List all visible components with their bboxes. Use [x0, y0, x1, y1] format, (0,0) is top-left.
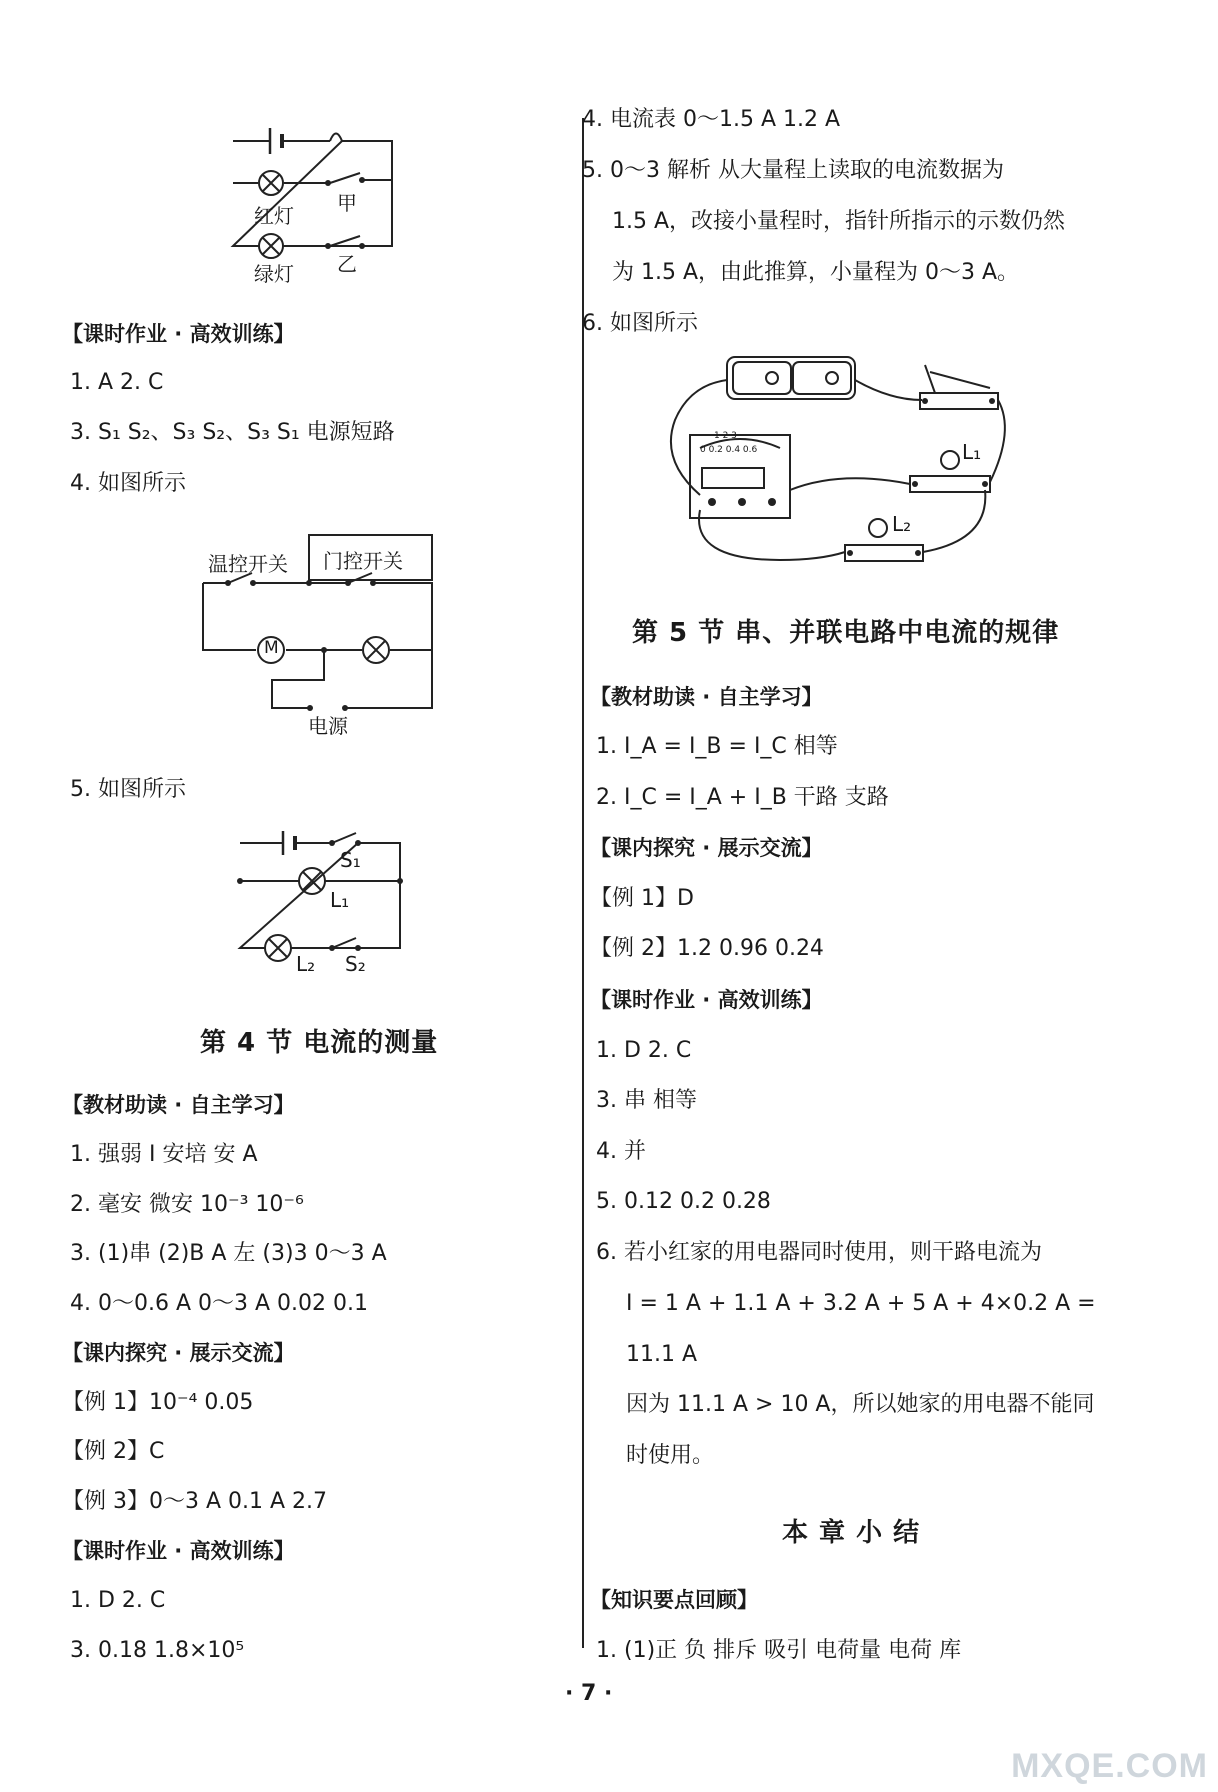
right-b6a: 6. 若小红家的用电器同时使用，则干路电流为	[596, 1240, 1042, 1265]
right-r5b: 1.5 A，改接小量程时，指针所指示的示数仍然	[612, 209, 1066, 234]
right-b6e: 时使用。	[626, 1443, 715, 1468]
right-b6b: I = 1 A + 1.1 A + 3.2 A + 5 A + 4×0.2 A =	[626, 1291, 1096, 1316]
left-example-3: 【例 3】0～3 A 0.1 A 2.7	[62, 1489, 328, 1514]
section-title-4: 第 4 节 电流的测量	[200, 1028, 439, 1058]
answer-3: 3. S₁ S₂、S₃ S₂、S₃ S₁ 电源短路	[70, 420, 395, 445]
heading-explore-1: 【课内探究 · 展示交流】	[62, 1341, 295, 1365]
left-a1: 1. 强弱 I 安培 安 A	[70, 1142, 258, 1167]
right-k1: 1. (1)正 负 排斥 吸引 电荷量 电荷 库	[596, 1638, 962, 1663]
label-switch-jia: 甲	[337, 191, 357, 215]
answer-5: 5. 如图所示	[70, 777, 186, 802]
column-divider	[582, 118, 584, 1648]
label-s1: S₁	[340, 848, 361, 872]
ammeter-scale-2: 1 2 3	[714, 431, 737, 441]
right-r6: 6. 如图所示	[582, 311, 698, 336]
answer-4: 4. 如图所示	[70, 471, 186, 496]
answer-1-2: 1. A 2. C	[70, 370, 164, 395]
right-example-2: 【例 2】1.2 0.96 0.24	[590, 936, 824, 961]
label-door-switch: 门控开关	[323, 549, 403, 573]
heading-knowledge: 【知识要点回顾】	[590, 1588, 758, 1612]
right-r5a: 5. 0～3 解析 从大量程上读取的电流数据为	[582, 158, 1004, 183]
label-l1: L₁	[330, 888, 350, 912]
right-b6c: 11.1 A	[626, 1342, 698, 1367]
heading-homework-2: 【课时作业 · 高效训练】	[62, 1539, 295, 1563]
label-motor: M	[264, 638, 279, 658]
heading-textbook-1: 【教材助读 · 自主学习】	[62, 1093, 295, 1117]
right-b1: 1. D 2. C	[596, 1038, 692, 1063]
right-b5: 5. 0.12 0.2 0.28	[596, 1189, 771, 1214]
left-a2: 2. 毫安 微安 10⁻³ 10⁻⁶	[70, 1192, 304, 1217]
label-switch-yi: 乙	[337, 252, 357, 276]
left-a3: 3. (1)串 (2)B A 左 (3)3 0～3 A	[70, 1241, 387, 1266]
label-red-light: 红灯	[254, 204, 294, 228]
ammeter-scale: 0 0.2 0.4 0.6	[700, 445, 758, 455]
left-b1: 1. D 2. C	[70, 1588, 166, 1613]
left-example-1: 【例 1】10⁻⁴ 0.05	[62, 1390, 254, 1415]
left-a4: 4. 0～0.6 A 0～3 A 0.02 0.1	[70, 1291, 368, 1316]
right-b3: 3. 串 相等	[596, 1088, 697, 1113]
left-b3: 3. 0.18 1.8×10⁵	[70, 1638, 245, 1663]
heading-explore-2: 【课内探究 · 展示交流】	[590, 836, 823, 860]
right-r4: 4. 电流表 0～1.5 A 1.2 A	[582, 107, 841, 132]
heading-homework-1: 【课时作业 · 高效训练】	[62, 322, 295, 346]
right-a2: 2. I_C = I_A + I_B 干路 支路	[596, 785, 889, 810]
label-green-light: 绿灯	[254, 262, 294, 286]
right-r5c: 为 1.5 A，由此推算，小量程为 0～3 A。	[612, 260, 1020, 285]
label-temp-switch: 温控开关	[208, 552, 288, 576]
right-example-1: 【例 1】D	[590, 886, 694, 911]
right-b4: 4. 并	[596, 1139, 646, 1164]
label-bulb-l1: L₁	[962, 440, 982, 464]
label-power: 电源	[308, 714, 348, 738]
section-title-5: 第 5 节 串、并联电路中电流的规律	[632, 618, 1060, 648]
label-bulb-l2: L₂	[892, 512, 912, 536]
watermark-logo: MXQE.COM	[1011, 1747, 1208, 1785]
label-l2: L₂	[296, 952, 316, 976]
heading-textbook-2: 【教材助读 · 自主学习】	[590, 685, 823, 709]
right-b6d: 因为 11.1 A > 10 A，所以她家的用电器不能同	[626, 1392, 1095, 1417]
label-s2: S₂	[345, 952, 366, 976]
heading-homework-3: 【课时作业 · 高效训练】	[590, 988, 823, 1012]
right-a1: 1. I_A = I_B = I_C 相等	[596, 734, 838, 759]
page-number: · 7 ·	[565, 1681, 613, 1706]
left-example-2: 【例 2】C	[62, 1439, 165, 1464]
section-title-summary: 本 章 小 结	[782, 1518, 921, 1548]
